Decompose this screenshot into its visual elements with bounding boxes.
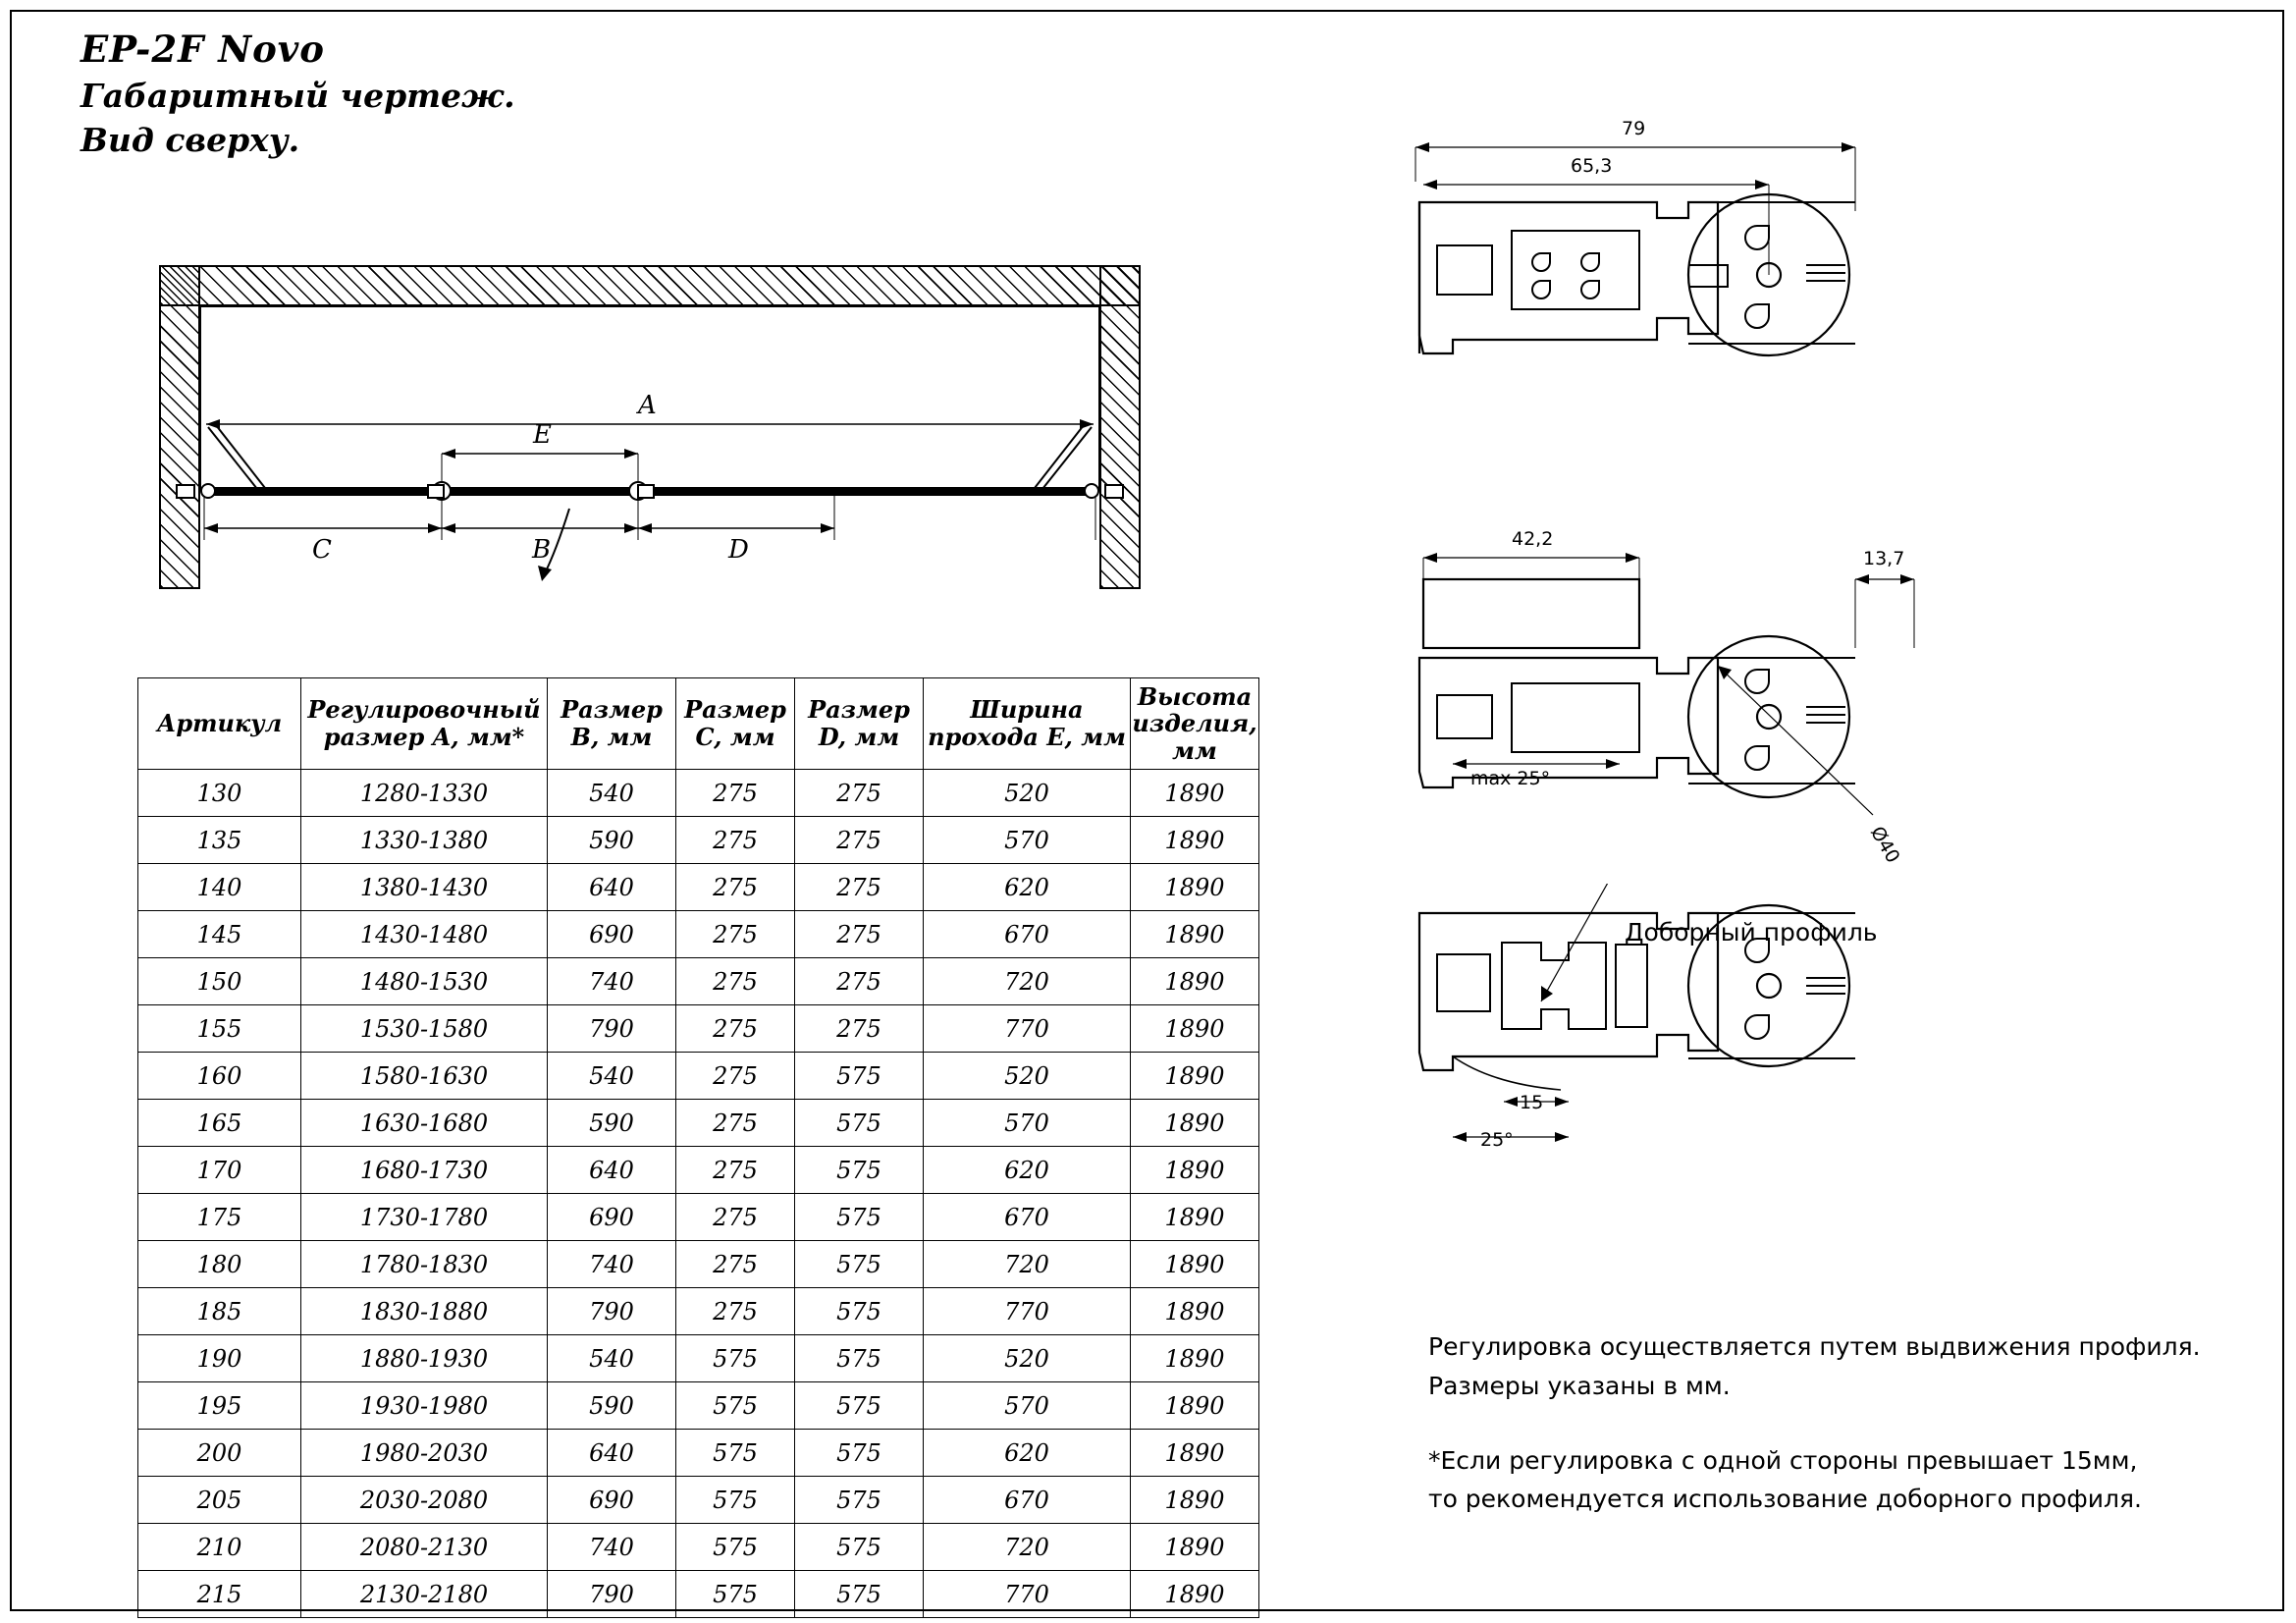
col-header-article: Артикул [138,678,301,770]
cell-d: 575 [795,1241,924,1288]
cell-e: 720 [924,958,1131,1005]
table-header-row [138,678,1259,770]
detail1-dim-outer: 79 [1622,118,1646,139]
cell-c: 575 [676,1382,795,1430]
cell-c: 275 [676,911,795,958]
cell-e: 520 [924,770,1131,817]
cell-c: 575 [676,1571,795,1618]
dim-label-a: A [638,391,657,420]
table-row [138,817,1259,864]
cell-height: 1890 [1131,1053,1259,1100]
cell-height: 1890 [1131,1194,1259,1241]
cell-c: 575 [676,1477,795,1524]
col-header-d: Размер D, мм [795,678,924,770]
cell-height: 1890 [1131,1241,1259,1288]
cell-a: 1930-1980 [301,1382,548,1430]
table-row [138,1053,1259,1100]
cell-a: 1880-1930 [301,1335,548,1382]
cell-article: 210 [138,1524,301,1571]
cell-d: 275 [795,817,924,864]
cell-e: 670 [924,911,1131,958]
cell-b: 690 [548,1194,676,1241]
cell-e: 520 [924,1053,1131,1100]
cell-b: 540 [548,1335,676,1382]
col-header-a: Регулировочный размер A, мм* [301,678,548,770]
table-row [138,1100,1259,1147]
cell-height: 1890 [1131,958,1259,1005]
table-row [138,1524,1259,1571]
cell-height: 1890 [1131,1147,1259,1194]
cell-height: 1890 [1131,1382,1259,1430]
title-block [80,27,515,159]
cell-article: 130 [138,770,301,817]
title-subline-1: Габаритный чертеж. [80,77,515,115]
cell-a: 2080-2130 [301,1524,548,1571]
cell-b: 740 [548,1524,676,1571]
col-header-height: Высота изделия, мм [1131,678,1259,770]
detail2-dim-small: 13,7 [1863,548,1905,569]
cell-c: 575 [676,1430,795,1477]
detail2-dim-outer: 42,2 [1512,528,1554,550]
cell-b: 690 [548,911,676,958]
cell-e: 570 [924,1382,1131,1430]
note-line-4: то рекомендуется использование доборного профиля. [1428,1485,2142,1514]
cell-d: 575 [795,1288,924,1335]
table-row [138,911,1259,958]
cell-e: 620 [924,864,1131,911]
cell-c: 575 [676,1524,795,1571]
cell-c: 275 [676,1005,795,1053]
table-row [138,1288,1259,1335]
cell-b: 740 [548,958,676,1005]
cell-c: 275 [676,958,795,1005]
cell-b: 640 [548,1147,676,1194]
dim-label-c: C [312,535,332,565]
cell-article: 135 [138,817,301,864]
cell-b: 790 [548,1571,676,1618]
detail3-dim-15: 15 [1520,1092,1544,1113]
cell-e: 570 [924,1100,1131,1147]
cell-a: 2030-2080 [301,1477,548,1524]
cell-article: 190 [138,1335,301,1382]
callout-dobornyi-profil: Доборный профиль [1625,918,1878,947]
cell-b: 790 [548,1005,676,1053]
cell-a: 1580-1630 [301,1053,548,1100]
cell-a: 1430-1480 [301,911,548,958]
dim-label-e: E [533,420,552,450]
table-row [138,1147,1259,1194]
cell-d: 275 [795,864,924,911]
table-row [138,864,1259,911]
cell-c: 275 [676,770,795,817]
cell-height: 1890 [1131,770,1259,817]
cell-a: 1830-1880 [301,1288,548,1335]
top-view-drawing [147,245,1227,658]
cell-d: 275 [795,911,924,958]
cell-b: 690 [548,1477,676,1524]
cell-e: 720 [924,1241,1131,1288]
cell-e: 620 [924,1430,1131,1477]
note-line-3: *Если регулировка с одной стороны превышает 15мм, [1428,1445,2138,1475]
cell-article: 170 [138,1147,301,1194]
cell-c: 275 [676,817,795,864]
cell-a: 1680-1730 [301,1147,548,1194]
cell-d: 275 [795,958,924,1005]
cell-b: 590 [548,1100,676,1147]
cell-c: 275 [676,1241,795,1288]
cell-e: 670 [924,1477,1131,1524]
cell-a: 2130-2180 [301,1571,548,1618]
cell-c: 275 [676,1194,795,1241]
cell-b: 590 [548,1382,676,1430]
dim-label-b: B [532,535,552,565]
cell-e: 770 [924,1005,1131,1053]
cell-article: 165 [138,1100,301,1147]
col-header-b: Размер B, мм [548,678,676,770]
cell-c: 275 [676,1147,795,1194]
cell-e: 520 [924,1335,1131,1382]
cell-d: 575 [795,1524,924,1571]
cell-height: 1890 [1131,817,1259,864]
cell-e: 620 [924,1147,1131,1194]
cell-height: 1890 [1131,1477,1259,1524]
cell-b: 740 [548,1241,676,1288]
cell-article: 200 [138,1430,301,1477]
cell-d: 575 [795,1147,924,1194]
cell-d: 575 [795,1382,924,1430]
cell-c: 275 [676,1288,795,1335]
cell-b: 640 [548,1430,676,1477]
cell-height: 1890 [1131,1288,1259,1335]
table-row [138,1335,1259,1382]
cell-b: 790 [548,1288,676,1335]
cell-d: 575 [795,1477,924,1524]
cell-height: 1890 [1131,1524,1259,1571]
top-view-geometry [147,245,1227,658]
table-row [138,1430,1259,1477]
cell-e: 720 [924,1524,1131,1571]
cell-article: 215 [138,1571,301,1618]
cell-a: 1480-1530 [301,958,548,1005]
table-row [138,1571,1259,1618]
notes-block [1428,1330,2233,1522]
cell-height: 1890 [1131,1571,1259,1618]
cell-height: 1890 [1131,1100,1259,1147]
cell-height: 1890 [1131,1430,1259,1477]
table-row [138,1241,1259,1288]
cell-e: 770 [924,1571,1131,1618]
cell-b: 540 [548,770,676,817]
table-row [138,958,1259,1005]
detail1-dim-inner: 65,3 [1571,155,1613,177]
cell-article: 185 [138,1288,301,1335]
cell-d: 575 [795,1571,924,1618]
cell-a: 1530-1580 [301,1005,548,1053]
cell-b: 590 [548,817,676,864]
cell-a: 1630-1680 [301,1100,548,1147]
cell-d: 575 [795,1194,924,1241]
cell-height: 1890 [1131,911,1259,958]
cell-d: 275 [795,770,924,817]
cell-height: 1890 [1131,1335,1259,1382]
table-row [138,1477,1259,1524]
cell-article: 195 [138,1382,301,1430]
cell-a: 1730-1780 [301,1194,548,1241]
cell-c: 275 [676,864,795,911]
detail-profile-1 [1394,108,2248,422]
table-row [138,1382,1259,1430]
cell-article: 155 [138,1005,301,1053]
cell-a: 1380-1430 [301,864,548,911]
cell-d: 275 [795,1005,924,1053]
table-row [138,770,1259,817]
title-subline-2: Вид сверху. [80,121,300,159]
table-row [138,1194,1259,1241]
cell-e: 770 [924,1288,1131,1335]
spec-table [137,677,1259,1618]
cell-a: 1980-2030 [301,1430,548,1477]
dim-label-d: D [728,535,749,565]
cell-d: 575 [795,1100,924,1147]
cell-d: 575 [795,1430,924,1477]
page-title: EP-2F Novo [80,27,325,71]
col-header-e: Ширина прохода E, мм [924,678,1131,770]
detail2-diameter: Ø40 [1865,823,1904,867]
detail3-angle: 25° [1480,1129,1514,1151]
cell-article: 140 [138,864,301,911]
cell-a: 1280-1330 [301,770,548,817]
cell-b: 640 [548,864,676,911]
cell-e: 670 [924,1194,1131,1241]
cell-height: 1890 [1131,864,1259,911]
cell-a: 1780-1830 [301,1241,548,1288]
cell-height: 1890 [1131,1005,1259,1053]
cell-article: 175 [138,1194,301,1241]
cell-article: 150 [138,958,301,1005]
cell-article: 180 [138,1241,301,1288]
cell-e: 570 [924,817,1131,864]
col-header-c: Размер C, мм [676,678,795,770]
cell-c: 575 [676,1335,795,1382]
note-line-2: Размеры указаны в мм. [1428,1371,1731,1400]
cell-article: 145 [138,911,301,958]
detail2-angle: max 25° [1470,768,1551,789]
note-line-1: Регулировка осуществляется путем выдвижения профиля. [1428,1332,2201,1361]
cell-c: 275 [676,1053,795,1100]
table-row [138,1005,1259,1053]
cell-article: 160 [138,1053,301,1100]
cell-d: 575 [795,1053,924,1100]
cell-b: 540 [548,1053,676,1100]
cell-a: 1330-1380 [301,817,548,864]
cell-c: 275 [676,1100,795,1147]
cell-article: 205 [138,1477,301,1524]
cell-d: 575 [795,1335,924,1382]
